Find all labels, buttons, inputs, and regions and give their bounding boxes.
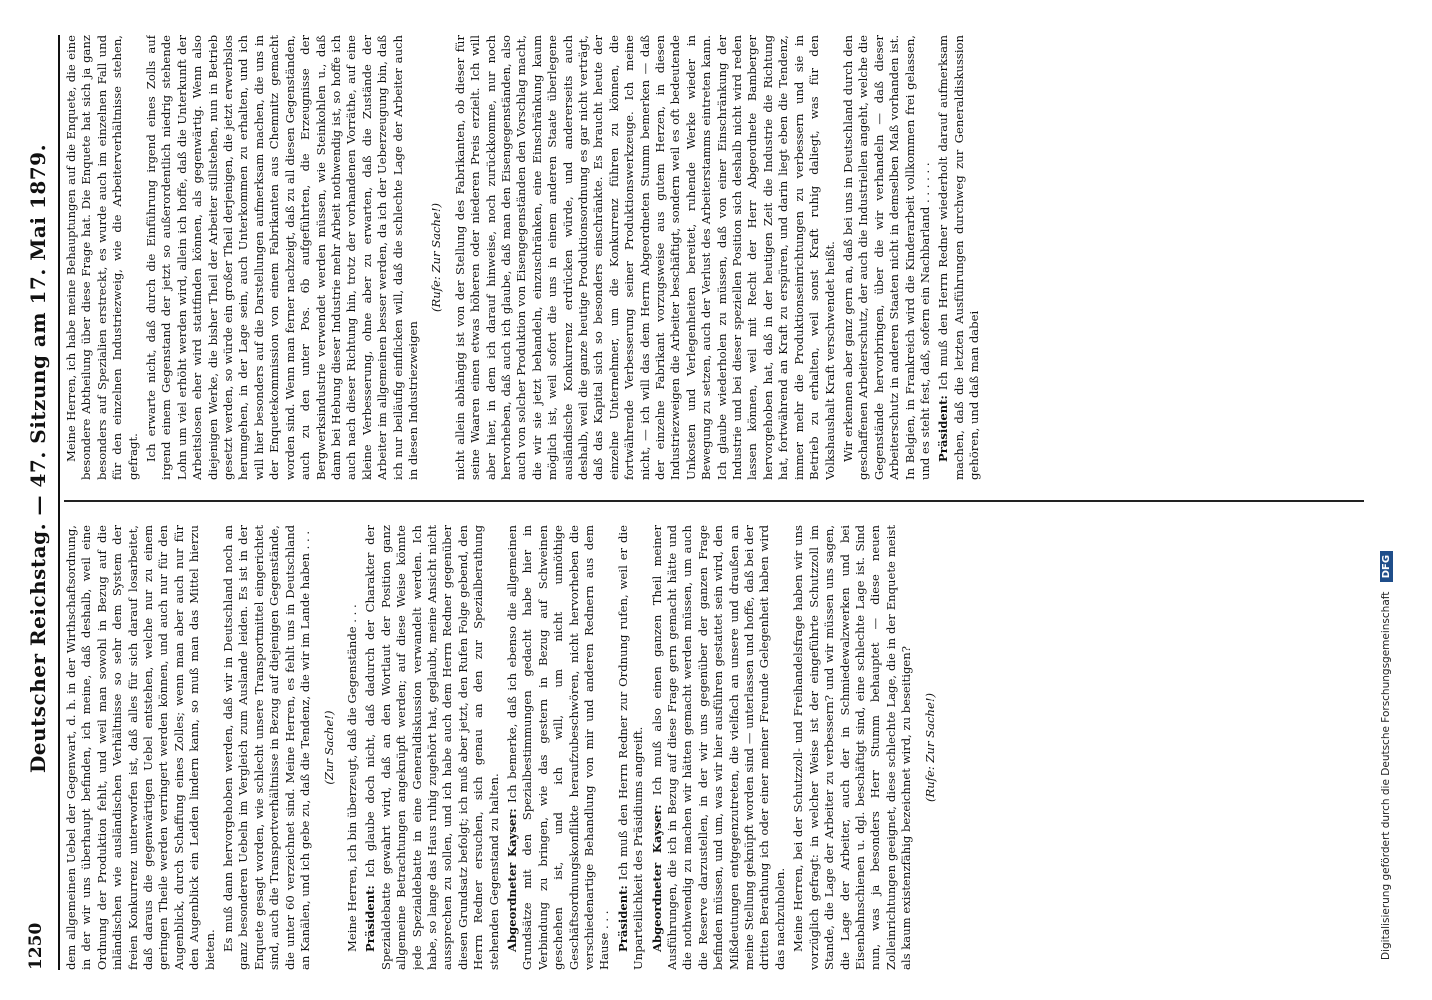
header-rule (58, 35, 60, 970)
paragraph-text: Ich muß den Herrn Redner wiederholt darauf aufmerksam machen, daß die letzten Ausführungen durchweg zur Generaldiskussion gehören, und daß man dabei (936, 35, 982, 480)
paragraph-text: Meine Herren, ich bin überzeugt, daß die Gegenstände . . . (344, 604, 359, 952)
paragraph-text: Ich muß also einen ganzen Theil meiner Ausführungen, die ich in Bezug auf diese Frage gern gemacht hätte und die nothwendig zu machen wir hätten gemacht werden müssen, um auch die Reserve darzustellen, in der wir uns gegenüber der ganzen Frage befinden müssen, und um, was wir hier ausführen gestattet sein wird, den Mißdeutungen entgegenzutreten, die vielfach an unsere und draußen an meine Stellung geknüpft worden sind — unterlassen und hoffe, daß bei der dritten Berathung ich oder einer meiner Freunde Gelegenheit haben wird das nachzuholen. (649, 525, 787, 970)
paragraph (505, 525, 613, 970)
paragraph (453, 35, 838, 480)
paragraph-text: (Zur Sache!) (321, 710, 336, 785)
paragraph-text: Ich glaube doch nicht, daß dadurch der Charakter der Spezialdebatte gewahrt wird, daß an den Wortlaut der Position ganz allgemeine Betrachtungen angeknüpft werden; auf diese Weise könnte jede Spezialdebatte in eine Generaldiskussion verwandelt werden. Ich habe, so lange das Haus ruhig zugehört hat, geglaubt, meine Ansicht nicht aussprechen zu sollen, und ich habe auch dem Herrn Redner gegenüber diesen Grundsatz befolgt; ich muß aber jetzt, den Rufen Folge gebend, den Herrn Redner ersuchen, sich genau an den zur Spezialberathung stehenden Gegenstand zu halten. (363, 525, 501, 970)
paragraph (363, 525, 502, 970)
paragraph (616, 525, 647, 970)
paragraph (841, 35, 933, 480)
paragraph (144, 35, 421, 480)
left-column (64, 525, 1364, 970)
speaker-label: Präsident: (615, 885, 630, 952)
interjection (923, 525, 938, 970)
paragraph-text: (Rufe: Zur Sache!) (922, 692, 937, 803)
interjection (429, 35, 444, 480)
paragraph-text: dem allgemeinen Uebel der Gegenwart, d. h. in der Wirthschaftsordnung, in der wir uns überhaupt befinden, ich meine, daß deshalb, weil eine Ordnung der Produktion fehlt, und weil man sowohl in Bezug auf die inländischen wie ausländischen Verhältnisse so sehr dem System der freien Konkurrenz unterworfen ist, daß alles für sich darauf losarbeitet, daß daraus die gegenwärtigen Uebel entstehen, welche nur zu einem geringen Theile werden verringert werden können, und auch nur für den Augenblick, durch Schaffung eines Zolles; wenn man aber auch nur für den Augenblick ein Leiden lindern kann, so muß man das Mittel hierzu bieten. (64, 525, 217, 970)
column-divider (64, 500, 1364, 502)
paragraph-text: Ich bemerke, daß ich ebenso die allgemeinen Grundsätze mit den Spezialbestimmungen gedacht habe hier in Verbindung zu bringen, wie das gestern in Bezug auf Schweinen geschehen ist, und ich will, um nicht unnöthige Geschäftsordnungskonflikte heraufzubeschwören, nicht hervorheben die verschiedenartige Behandlung von mir und anderen Rednern aus dem Hause . . . (504, 525, 612, 970)
paragraph-text: nicht allein abhängig ist von der Stellung des Fabrikanten, ob dieser für seine Waaren einen etwas höheren oder niederen Preis erzielt. Ich will aber hier, in dem ich darauf hinweise, noch zurückkomme, nur noch hervorheben, daß auch ich glaube, daß man den Eisengegenständen, also auch von solcher Produktion von Eisengegenständen den Vorschlag macht, die wir sie jetzt behandeln, einzuschränken, eine Einschränkung kaum möglich ist, weil sofort die uns in einem anderen Staate überlegene ausländische Konkurrenz erdrücken würde, und andererseits auch deshalb, weil die ganze heutige Produktionsordnung es gar nicht verträgt, daß das Kapital sich so besonders einschränkte. Es braucht heute der einzelne Unternehmer, um die Konkurrenz führen zu können, die fortwährende Verbesserung seiner Produktionswerkzeuge. Ich meine nicht, — ich will das dem Herrn Abgeordneten Stumm bemerken — daß der einzelne Fabrikant vorzugsweise aus gutem Herzen, in diesen Industriezweigen die Arbeiter beschäftigt, sondern weil es oft bedeutende Unkosten und Verlegenheiten bereitet, ruhende Werke wieder in Bewegung zu setzen, auch der Verlust des Arbeiterstamms eintreten kann. Ich glaube wiederholen zu müssen, daß von einer Einschränkung der Industrie und bei dieser speziellen Position sich deshalb nicht wird reden lassen können, weil mit Recht der Herr Abgeordnete Bamberger hervorgehoben hat, daß in der heutigen Zeit die Industrie die Richtung hat, fortwährend an Kraft zu erspüren, und darin liegt eben die Tendenz, immer mehr die Produktionseinrichtungen zu verbessern und sie in Betrieb zu erhalten, weil sonst Kraft ruhig daliegt, was für den Volkshaushalt Kraft verschwendet heißt. (452, 35, 837, 480)
page-number: 1250 (26, 922, 46, 970)
right-column (64, 35, 1364, 480)
digitization-credit (1380, 40, 1393, 960)
page-header (22, 35, 56, 970)
paragraph-text: Ich erwarte nicht, daß durch die Einführung irgend eines Zolls auf irgend einem Gegenstand der jetzt so außerordentlich niedrig stehende Lohn um viel erhöht werden wird, allein ich hoffe, daß die Unterkunft der Arbeitslosen eher wird stattfinden können, als gegenwärtig. Wenn also diejenigen Werke, die bisher Theil der Arbeiter stillstehen, nun in Betrieb gesetzt werden, so würde ein großer Theil derjenigen, die jetzt erwerbslos herumgehen, in der Lage sein, auch Unterkommen zu erhalten, und ich will hier besonders auf die Darstellungen aufmerksam machen, die uns in der Enquetekommission von einem Fabrikanten aus Chemnitz gemacht worden sind. Wenn man ferner nachzeigt, daß zu all diesen Gegenständen, auch zu den unter Pos. 6b aufgeführten, die Erzeugnisse der Bergwerksindustrie verwendet werden müssen, wie Steinkohlen u., daß dann bei Hebung dieser Industrie mehr Arbeit nothwendig ist, so hoffe ich auch nach dieser Richtung hin, trotz der vorhandenen Vorräthe, auf eine kleine Verbesserung, ohne aber zu erwarten, daß die Zustände der Arbeiter im allgemeinen besser werden, da ich der Ueberzeugung bin, daß ich nur beiläufig einflicken will, daß die schlechte Lage der Arbeiter auch in diesen Industriezweigen (144, 35, 420, 480)
speaker-label: Abgeordneter Kayser: (649, 804, 664, 952)
dfg-logo: DFG (1380, 551, 1393, 582)
paragraph-text: Es muß dann hervorgehoben werden, daß wir in Deutschland noch an ganz besonderen Uebeln im Vergleich zum Auslande leiden. Es ist in der Enquete gesagt worden, wie schlecht unsere Transportmittel eingerichtet sind, auch die Transportverhältnisse in Bezug auf diejenigen Gegenstände, die unter 60 verzeichnet sind. Meine Herren, es fehlt uns in Deutschland an Kanälen, und ich gebe zu, daß die Tendenz, die wir im Lande haben . . . (221, 525, 313, 970)
speaker-label: Präsident: (936, 395, 951, 462)
speaker-label: Abgeordneter Kayser: (504, 808, 519, 952)
interjection (322, 525, 337, 970)
paragraph-text: Meine Herren, bei der Schutzzoll- und Freihandelsfrage haben wir uns vorzüglich gefragt: in welcher Weise ist der eingeführte Schutzzoll im Stande, die Lage der Arbeiter zu verbessern? und wir müssen uns sagen, die Lage der Arbeiter, auch der in Schmiedewalzwerken und bei Eisenbahnschienen u. dgl. beschäftigt sind, eine schlechte Lage ist. Sind nun, was ja besonders Herr Stumm behauptet — diese neuen Zolleinrichtungen geeignet, diese schlechte Lage, die in der Enquete meist als kaum existenzfähig bezeichnet wird, zu beseitigen? (791, 525, 914, 970)
paragraph (64, 525, 218, 970)
paragraph (650, 525, 789, 970)
paragraph (345, 525, 360, 970)
running-title: Deutscher Reichstag. — 47. Sitzung am 17. Mai 1879. (26, 143, 50, 774)
credit-text: Digitalisierung gefördert durch die Deutsche Forschungsgemeinschaft (1380, 591, 1392, 960)
paragraph-text: Meine Herren, ich habe meine Behauptungen auf die Enquete, die eine besondere Abtheilung über diese Frage hat. Die Enquete hat sich ja ganz besonders auf Spezialien erstreckt, es wurde auch im einzelnen Fall und für den einzelnen Industriezweig, wie die Arbeiterverhältnisse stehen, gefragt. (64, 35, 140, 480)
paragraph (936, 35, 982, 480)
paragraph-text: Ich muß den Herrn Redner zur Ordnung rufen, weil er die Unparteilichkeit des Präsidiums angreift. (615, 525, 646, 970)
paragraph (64, 35, 141, 480)
paragraph (791, 525, 914, 970)
speaker-label: Präsident: (363, 885, 378, 952)
paragraph-text: (Rufe: Zur Sache!) (429, 202, 444, 313)
paragraph-text: Wir erkennen aber ganz gern an, daß bei uns in Deutschland durch den geschaffenen Arbeiterschutz, der auch die Industriellen angeht, welche die Gegenstände hervorbringen, über die wir verhandeln — daß dieser Arbeiterschutz in anderen Staaten nicht in demselben Maß vorhanden ist. In Belgien, in Frankreich wird die Kinderarbeit vollkommen frei gelassen, und es steht fest, daß, sofern ein Nachbarland . . . . . . (840, 35, 932, 480)
paragraph (221, 525, 313, 970)
